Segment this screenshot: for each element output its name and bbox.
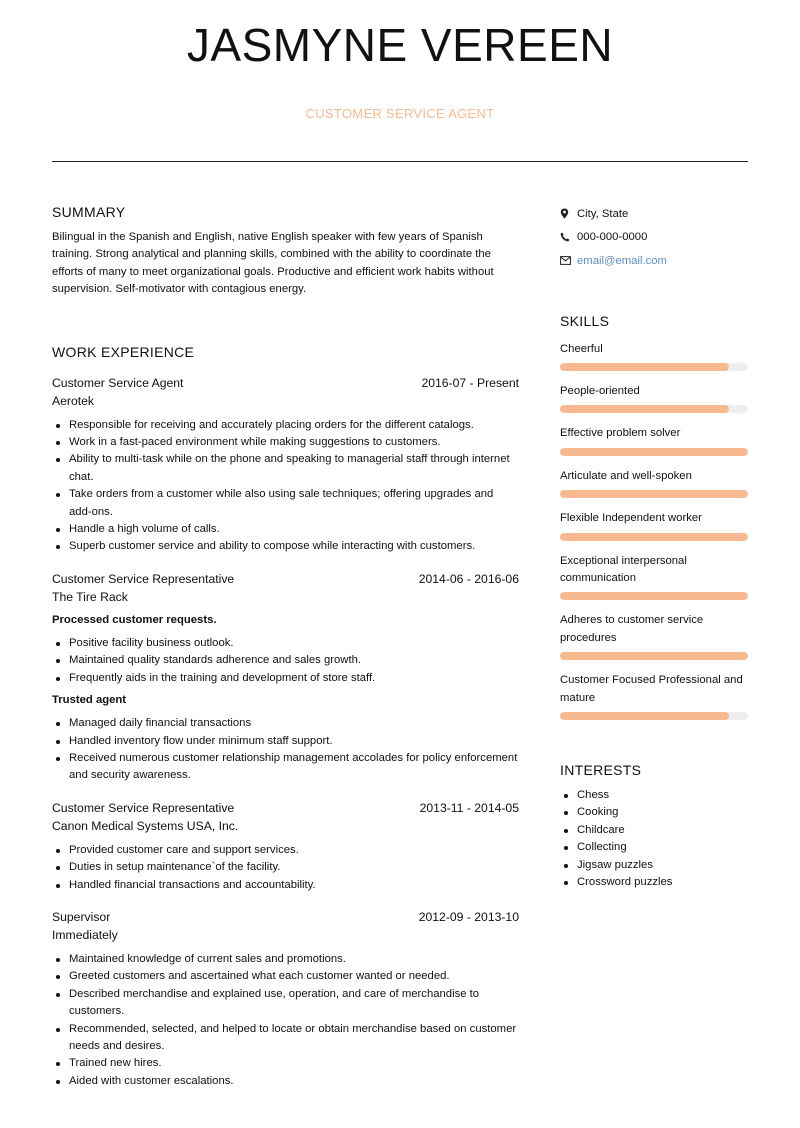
- skill-item: [560, 672, 748, 720]
- sidebar-column: [560, 202, 748, 891]
- job-position: Customer Service Representative: [52, 800, 235, 815]
- skill-bar: [560, 490, 748, 498]
- skill-label: Exceptional interpersonal communication: [560, 554, 687, 584]
- interests-heading: INTERESTS: [560, 761, 642, 778]
- header-divider: [52, 161, 748, 162]
- job-position: Customer Service Agent: [52, 375, 184, 390]
- contact-phone: [560, 226, 748, 250]
- skill-bar: [560, 363, 748, 371]
- job-header: [52, 908, 519, 926]
- skill-label: People-oriented: [560, 384, 640, 397]
- summary-heading: SUMMARY: [52, 204, 126, 220]
- interest-item: Jigsaw puzzles: [560, 857, 748, 874]
- skill-bar: [560, 712, 748, 720]
- skill-item: [560, 612, 748, 660]
- job-subheading: Processed customer requests.: [52, 613, 217, 626]
- location-pin-icon: [560, 208, 577, 219]
- interests-list: [560, 787, 748, 891]
- job-entry: [52, 799, 519, 894]
- interest-item: Childcare: [560, 822, 748, 839]
- skill-label: Effective problem solver: [560, 427, 681, 440]
- job-bullet: Maintained knowledge of current sales and promotions.: [52, 951, 519, 968]
- job-list: [52, 374, 519, 1091]
- job-entry: [52, 374, 519, 556]
- job-title: CUSTOMER SERVICE AGENT: [305, 106, 495, 121]
- job-bullet: Described merchandise and explained use, operation, and care of merchandise to customers.: [52, 986, 519, 1021]
- contact-email[interactable]: [560, 249, 748, 273]
- skill-bar: [560, 405, 748, 413]
- job-bullet: Positive facility business outlook.: [52, 635, 519, 652]
- skill-bar: [560, 533, 748, 541]
- skill-label: Flexible Independent worker: [560, 512, 702, 525]
- job-position: Customer Service Representative: [52, 571, 235, 586]
- contact-location-text: City, State: [577, 207, 629, 220]
- job-bullet: Greeted customers and ascertained what each customer wanted or needed.: [52, 968, 519, 985]
- skill-bar: [560, 592, 748, 600]
- skill-label: Cheerful: [560, 342, 603, 355]
- skill-bar-fill: [560, 652, 748, 660]
- job-bullet: Frequently aids in the training and development of store staff.: [52, 670, 519, 687]
- contact-list: [560, 202, 748, 273]
- job-bullet: Duties in setup maintenance`of the facility.: [52, 859, 519, 876]
- contact-email-link[interactable]: email@email.com: [577, 254, 667, 267]
- work-experience-heading: WORK EXPERIENCE: [52, 343, 195, 360]
- job-company: The Tire Rack: [52, 589, 128, 604]
- skill-item: [560, 341, 748, 371]
- skill-bar: [560, 448, 748, 456]
- job-bullet: Provided customer care and support services.: [52, 842, 519, 859]
- skill-label: Customer Focused Professional and mature: [560, 674, 743, 704]
- skill-bar-fill: [560, 712, 729, 720]
- job-bullet: Maintained quality standards adherence and sales growth.: [52, 652, 519, 669]
- skill-bar: [560, 652, 748, 660]
- main-column: [52, 204, 519, 1090]
- phone-icon: [560, 232, 577, 242]
- job-header: [52, 799, 519, 817]
- job-bullet: Handle a high volume of calls.: [52, 521, 519, 538]
- job-bullet: Responsible for receiving and accurately placing orders for the different catalogs.: [52, 417, 519, 434]
- job-company: Aerotek: [52, 393, 95, 408]
- candidate-name: JASMYNE VEREEN: [186, 19, 614, 71]
- skills-list: [560, 341, 748, 720]
- summary-text: Bilingual in the Spanish and English, native English speaker with few years of Spanish training. Strong analytical and planning skills, combined with the ability to coordinate the efforts of many to meet organizational goals. Productive and efficient work habits without supervision. Self-motivator with contagious energy.: [52, 231, 494, 296]
- job-bullets: [52, 715, 519, 785]
- job-bullet: Ability to multi-task while on the phone and speaking to managerial staff through internet chat.: [52, 451, 519, 486]
- job-position: Supervisor: [52, 909, 111, 924]
- job-bullet: Superb customer service and ability to compose while interacting with customers.: [52, 538, 519, 555]
- job-bullet: Handled financial transactions and accountability.: [52, 877, 519, 894]
- contact-phone-text: 000-000-0000: [577, 231, 648, 244]
- job-bullet: Trained new hires.: [52, 1055, 519, 1072]
- job-bullets: [52, 635, 519, 687]
- skill-bar-fill: [560, 490, 748, 498]
- job-entry: [52, 908, 519, 1090]
- skill-item: [560, 383, 748, 413]
- job-dates: 2014-06 - 2016-06: [418, 571, 519, 586]
- job-bullet: Handled inventory flow under minimum staff support.: [52, 733, 519, 750]
- job-dates: 2016-07 - Present: [421, 375, 519, 390]
- interest-item: Chess: [560, 787, 748, 804]
- job-bullets: [52, 842, 519, 894]
- skill-label: Articulate and well-spoken: [560, 469, 692, 482]
- job-company: Immediately: [52, 927, 118, 942]
- skill-item: [560, 553, 748, 601]
- contact-location: [560, 202, 748, 226]
- skills-heading: SKILLS: [560, 312, 610, 329]
- interest-item: Crossword puzzles: [560, 874, 748, 891]
- skill-item: [560, 425, 748, 455]
- skill-bar-fill: [560, 448, 748, 456]
- job-dates: 2012-09 - 2013-10: [418, 909, 519, 924]
- job-bullets: [52, 951, 519, 1090]
- job-entry: [52, 570, 519, 785]
- job-header: [52, 374, 519, 392]
- job-bullet: Received numerous customer relationship management accolades for policy enforcement and security awareness.: [52, 750, 519, 785]
- skill-bar-fill: [560, 533, 748, 541]
- interest-item: Collecting: [560, 839, 748, 856]
- job-header: [52, 570, 519, 588]
- skill-item: [560, 510, 748, 540]
- job-bullet: Work in a fast-paced environment while making suggestions to customers.: [52, 434, 519, 451]
- job-bullet: Aided with customer escalations.: [52, 1073, 519, 1090]
- job-bullet: Managed daily financial transactions: [52, 715, 519, 732]
- skill-bar-fill: [560, 405, 729, 413]
- job-subheading: Trusted agent: [52, 694, 127, 707]
- job-dates: 2013-11 - 2014-05: [419, 800, 519, 815]
- skill-item: [560, 468, 748, 498]
- job-bullet: Take orders from a customer while also using sale techniques; offering upgrades and add-ons.: [52, 486, 519, 521]
- interest-item: Cooking: [560, 804, 748, 821]
- skill-bar-fill: [560, 363, 729, 371]
- skill-label: Adheres to customer service procedures: [560, 614, 704, 644]
- skill-bar-fill: [560, 592, 748, 600]
- job-bullet: Recommended, selected, and helped to locate or obtain merchandise based on customer needs and desires.: [52, 1021, 519, 1056]
- envelope-icon: [560, 256, 577, 265]
- job-company: Canon Medical Systems USA, Inc.: [52, 818, 239, 833]
- job-bullets: [52, 417, 519, 556]
